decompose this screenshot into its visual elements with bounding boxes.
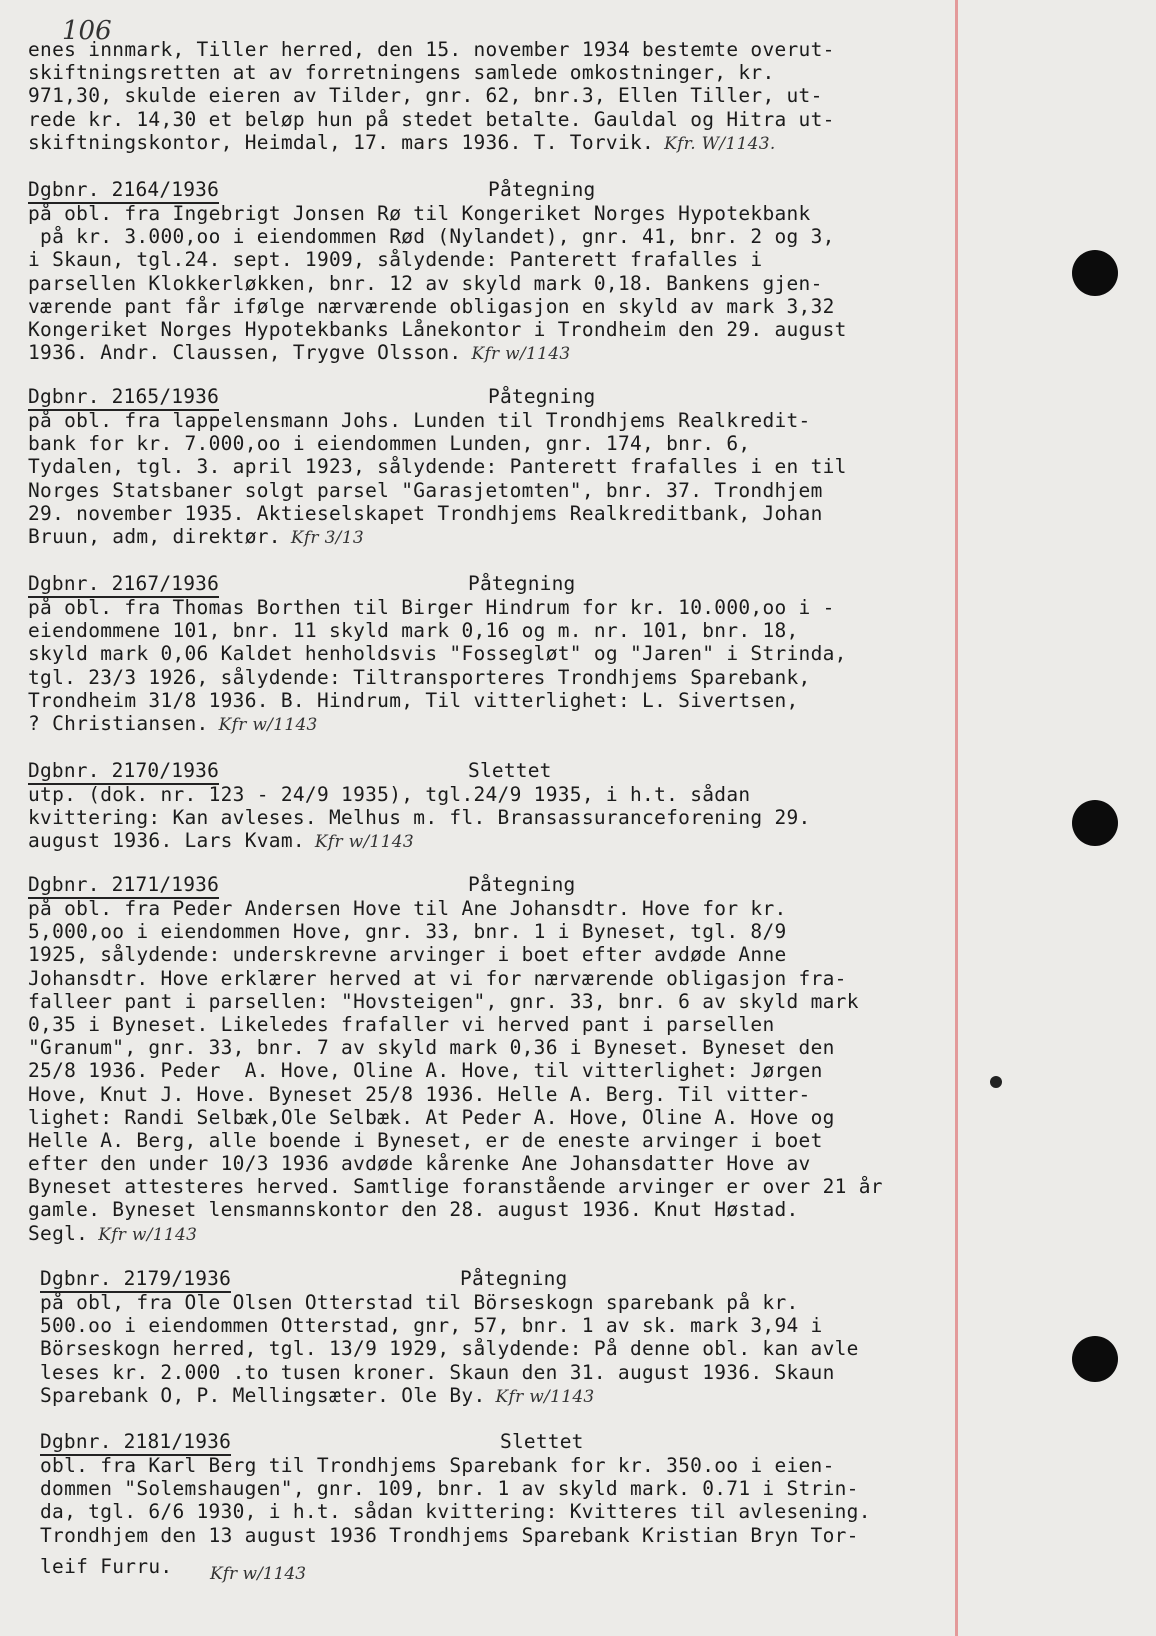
entry-2171: [28, 873, 1028, 1245]
text-line: "Granum", gnr. 33, bnr. 7 av skyld mark 0,36 i Byneset. Byneset den: [28, 1036, 835, 1060]
text-line: på obl. fra lappelensmann Johs. Lunden til Trondhjems Realkredit-: [28, 409, 811, 432]
handwritten-signature: Kfr w/1143: [495, 1386, 595, 1407]
entry-2164: [28, 178, 1028, 364]
entry-2179: [40, 1267, 1040, 1407]
text-line: kvittering: Kan avleses. Melhus m. fl. Bransassuranceforening 29.: [28, 806, 811, 830]
text-line: 25/8 1936. Peder A. Hove, Oline A. Hove, til vitterlighet: Jørgen: [28, 1059, 823, 1083]
text-line: Kongeriket Norges Hypotekbanks Lånekontor i Trondheim den 29. august: [28, 317, 847, 341]
handwritten-signature: Kfr. W/1143.: [664, 133, 776, 154]
line-text: skiftningskontor, Heimdal, 17. mars 1936. T. Torvik.: [28, 130, 655, 154]
text-line: 1925, sålydende: underskrevne arvinger i boet efter avdøde Anne: [28, 943, 787, 967]
handwritten-signature: Kfr w/1143: [210, 1564, 307, 1584]
binder-hole: [1072, 1336, 1118, 1382]
entry-number: Dgbnr. 2167/1936: [28, 572, 219, 598]
handwritten-signature: Kfr w/1143: [471, 344, 571, 365]
text-line: Helle A. Berg, alle boende i Byneset, er de eneste arvinger i boet: [28, 1128, 823, 1152]
text-line: gamle. Byneset lensmannskontor den 28. august 1936. Knut Høstad.: [28, 1198, 799, 1222]
line-text: Bruun, adm, direktør.: [28, 524, 281, 548]
text-line: skyld mark 0,06 Kaldet henholdsvis "Fossegløt" og "Jaren" i Strinda,: [28, 642, 847, 666]
text-line: skiftningsretten at av forretningens samlede omkostninger, kr.: [28, 61, 775, 85]
line-text: ? Christiansen.: [28, 711, 209, 735]
text-line: tgl. 23/3 1926, sålydende: Tiltransporteres Trondhjems Sparebank,: [28, 665, 811, 689]
text-line: Tydalen, tgl. 3. april 1923, sålydende: Panterett frafalles i en til: [28, 455, 847, 479]
entry-number: Dgbnr. 2181/1936: [40, 1430, 231, 1456]
entry-status: Påtegning: [488, 178, 596, 201]
text-line: 0,35 i Byneset. Likeledes frafaller vi herved pant i parsellen: [28, 1012, 775, 1036]
handwritten-signature: Kfr w/1143: [218, 714, 318, 735]
entry-2170: [28, 759, 1028, 853]
text-line: 29. november 1935. Aktieselskapet Trondhjems Realkreditbank, Johan: [28, 501, 823, 525]
binder-hole: [1072, 800, 1118, 846]
text-line: Trondheim 31/8 1936. B. Hindrum, Til vitterlighet: L. Sivertsen,: [28, 688, 799, 712]
text-line: Hove, Knut J. Hove. Byneset 25/8 1936. Helle A. Berg. Til vitter-: [28, 1082, 811, 1106]
entry-header: [28, 873, 1028, 897]
text-line: [28, 712, 1028, 735]
text-line: 5,000,oo i eiendommen Hove, gnr. 33, bnr. 1 i Byneset, tgl. 8/9: [28, 920, 787, 944]
ink-dot: [990, 1076, 1002, 1088]
entry-status: Påtegning: [460, 1267, 568, 1290]
entry-header: [40, 1430, 1040, 1454]
handwritten-signature: Kfr 3/13: [290, 527, 364, 548]
text-line: på obl, fra Ole Olsen Otterstad til Börseskogn sparebank på kr.: [40, 1291, 799, 1314]
entry-number: Dgbnr. 2171/1936: [28, 873, 219, 899]
entry-status: Slettet: [500, 1430, 584, 1453]
line-text: Segl.: [28, 1221, 89, 1245]
text-line: rede kr. 14,30 et beløp hun på stedet betalte. Gauldal og Hitra ut-: [28, 107, 835, 131]
text-line: enes innmark, Tiller herred, den 15. november 1934 bestemte overut-: [28, 38, 835, 61]
text-line: utp. (dok. nr. 123 - 24/9 1935), tgl.24/9 1935, i h.t. sådan: [28, 783, 751, 806]
text-line: [40, 1384, 1040, 1407]
text-line: Byneset attesteres herved. Samtlige foranstående arvinger er over 21 år: [28, 1175, 883, 1199]
text-line: efter den under 10/3 1936 avdøde kårenke Ane Johansdatter Hove av: [28, 1152, 811, 1176]
entry-2181: [40, 1430, 1040, 1578]
text-line: i Skaun, tgl.24. sept. 1909, sålydende: Panterett frafalles i: [28, 248, 763, 272]
entry-header: [28, 759, 1028, 783]
entry-status: Påtegning: [468, 873, 576, 896]
text-line: eiendommene 101, bnr. 11 skyld mark 0,16 og m. nr. 101, bnr. 18,: [28, 619, 799, 643]
text-line: bank for kr. 7.000,oo i eiendommen Lunden, gnr. 174, bnr. 6,: [28, 432, 751, 456]
text-line: [28, 1222, 1028, 1245]
line-text: 1936. Andr. Claussen, Trygve Olsson.: [28, 341, 462, 365]
text-line: dommen "Solemshaugen", gnr. 109, bnr. 1 av skyld mark. 0.71 i Strin-: [40, 1477, 859, 1501]
text-line: parsellen Klokkerløkken, bnr. 12 av skyld mark 0,18. Bankens gjen-: [28, 271, 823, 295]
text-line: [28, 829, 1028, 852]
text-line: obl. fra Karl Berg til Trondhjems Sparebank for kr. 350.oo i eien-: [40, 1454, 835, 1477]
handwritten-signature: Kfr w/1143: [98, 1224, 198, 1245]
line-text: august 1936. Lars Kvam.: [28, 829, 305, 853]
entry-number: Dgbnr. 2179/1936: [40, 1267, 231, 1293]
page-number: 106: [62, 16, 112, 46]
entry-header: [40, 1267, 1040, 1291]
entry-header: [28, 385, 1028, 409]
entry-header: [28, 178, 1028, 202]
entry-number: Dgbnr. 2165/1936: [28, 385, 219, 411]
binder-hole: [1072, 250, 1118, 296]
text-line: Börseskogn herred, tgl. 13/9 1929, sålydende: På denne obl. kan avle: [40, 1337, 859, 1361]
entry-status: Påtegning: [468, 572, 576, 595]
entry-status: Slettet: [468, 759, 552, 782]
entry-number: Dgbnr. 2170/1936: [28, 759, 219, 785]
entry-number: Dgbnr. 2164/1936: [28, 178, 219, 204]
text-line: [28, 341, 1028, 364]
text-line: på obl. fra Peder Andersen Hove til Ane Johansdtr. Hove for kr.: [28, 897, 787, 920]
entry-2165: [28, 385, 1028, 548]
text-line: Trondhjem den 13 august 1936 Trondhjems Sparebank Kristian Bryn Tor-: [40, 1523, 859, 1547]
entry-status: Påtegning: [488, 385, 596, 408]
text-line: på obl. fra Thomas Borthen til Birger Hindrum for kr. 10.000,oo i -: [28, 596, 835, 619]
line-text: Sparebank O, P. Mellingsæter. Ole By.: [40, 1383, 486, 1407]
intro-block: [28, 38, 1028, 154]
entry-header: [28, 572, 1028, 596]
text-line: på obl. fra Ingebrigt Jonsen Rø til Kongeriket Norges Hypotekbank: [28, 202, 811, 225]
handwritten-signature: Kfr w/1143: [314, 832, 414, 853]
text-line: da, tgl. 6/6 1930, i h.t. sådan kvittering: Kvitteres til avlesening.: [40, 1500, 871, 1524]
text-line: lighet: Randi Selbæk,Ole Selbæk. At Peder A. Hove, Oline A. Hove og: [28, 1105, 835, 1129]
text-line: 971,30, skulde eieren av Tilder, gnr. 62, bnr.3, Ellen Tiller, ut-: [28, 84, 823, 108]
text-line: [28, 525, 1028, 548]
text-line: falleer pant i parsellen: "Hovsteigen", gnr. 33, bnr. 6 av skyld mark: [28, 989, 859, 1013]
text-line: på kr. 3.000,oo i eiendommen Rød (Nylandet), gnr. 41, bnr. 2 og 3,: [28, 225, 835, 249]
entry-2167: [28, 572, 1028, 735]
text-line: Norges Statsbaner solgt parsel "Garasjetomten", bnr. 37. Trondhjem: [28, 478, 823, 502]
text-line: Johansdtr. Hove erklærer herved at vi for nærværende obligasjon fra-: [28, 966, 847, 990]
text-line: leif Furru.: [40, 1554, 173, 1578]
text-line: 500.oo i eiendommen Otterstad, gnr, 57, bnr. 1 av sk. mark 3,94 i: [40, 1314, 823, 1338]
text-line: leses kr. 2.000 .to tusen kroner. Skaun den 31. august 1936. Skaun: [40, 1360, 835, 1384]
text-line: værende pant får ifølge nærværende obligasjon en skyld av mark 3,32: [28, 294, 835, 318]
text-line: [28, 131, 1028, 154]
